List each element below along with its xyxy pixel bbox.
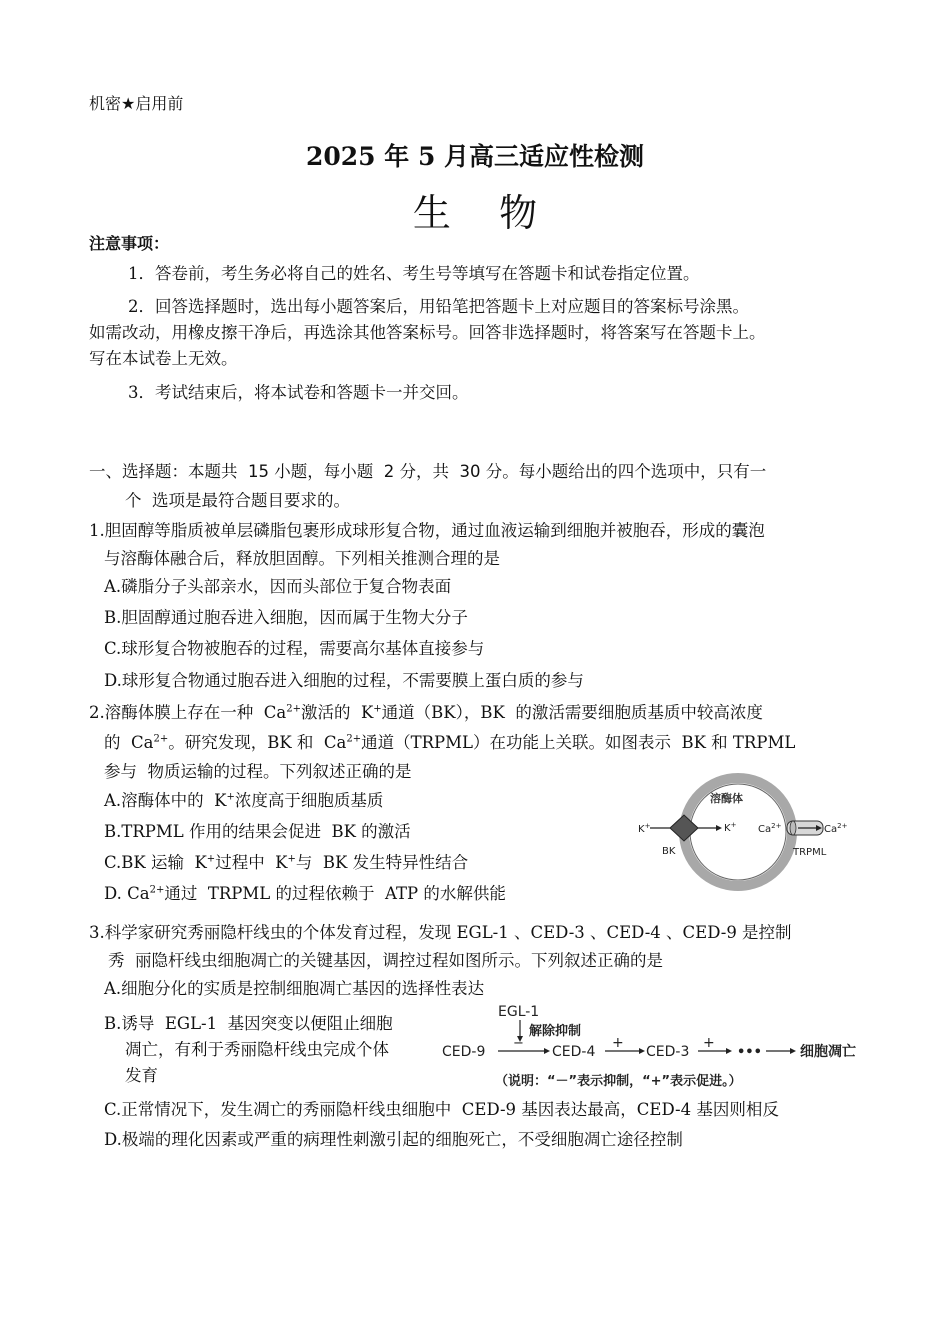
egl1-label: EGL-1 bbox=[498, 1004, 540, 1020]
k-left-label: K+ bbox=[638, 822, 651, 835]
q3-option-b: B.诱导 EGL-1 基因突变以便阻止细胞 bbox=[104, 1014, 393, 1033]
section-heading: 一、选择题：本题共 15 小题，每小题 2 分，共 30 分。每小题给出的四个选项中，只有一 bbox=[89, 462, 767, 481]
subject-title: 生 物 bbox=[412, 191, 538, 235]
k-right-label: K+ bbox=[724, 821, 737, 834]
trpml-channel-end bbox=[790, 821, 796, 835]
apoptosis-label: 细胞凋亡 bbox=[800, 1044, 856, 1060]
q3-stem: 3.科学家研究秀丽隐杆线虫的个体发育过程，发现 EGL-1 、CED-3 、CED-4 、CED-9 是控制 bbox=[89, 923, 792, 942]
q1-stem-cont: 与溶酶体融合后，释放胆固醇。下列相关推测合理的是 bbox=[104, 549, 500, 568]
q1-stem: 1.胆固醇等脂质被单层磷脂包裹形成球形复合物，通过血液运输到细胞并被胞吞，形成的囊泡 bbox=[89, 521, 765, 540]
lysosome-label: 溶酶体 bbox=[710, 792, 743, 805]
confidential-mark: 机密★启用前 bbox=[89, 94, 184, 113]
q2-stem-line3: 参与 物质运输的过程。下列叙述正确的是 bbox=[104, 762, 412, 781]
to-apoptosis-arrowhead bbox=[790, 1048, 796, 1054]
q3-stem-cont: 秀 丽隐杆线虫细胞凋亡的关键基因，调控过程如图所示。下列叙述正确的是 bbox=[108, 951, 663, 970]
q2-option-c: C.BK 运输 K+过程中 K+与 BK 发生特异性结合 bbox=[104, 853, 469, 872]
q1-option-c: C.球形复合物被胞吞的过程，需要高尔基体直接参与 bbox=[104, 639, 485, 658]
trpml-label: TRPML bbox=[793, 847, 827, 858]
ced3-arrowhead bbox=[726, 1048, 732, 1054]
ced3-label: CED-3 bbox=[646, 1044, 690, 1060]
ced9-to-ced4-arrowhead bbox=[544, 1048, 550, 1054]
ca-right-label: $Ca^{2+}$ bbox=[824, 822, 848, 835]
notice-item-2-cont: 如需改动，用橡皮擦干净后，再选涂其他答案标号。回答非选择题时，将答案写在答题卡上。 bbox=[89, 323, 766, 342]
q3-pathway-figure bbox=[440, 1000, 875, 1095]
bk-label: BK bbox=[662, 846, 676, 857]
q3-option-a: A.细胞分化的实质是控制细胞凋亡基因的选择性表达 bbox=[104, 979, 485, 998]
q3-option-b-cont: 凋亡，有利于秀丽隐杆线虫完成个体 bbox=[125, 1040, 389, 1059]
notice-heading: 注意事项： bbox=[89, 234, 170, 253]
inhibit-sign: − bbox=[513, 1036, 524, 1051]
q1-option-d: D.球形复合物通过胞吞进入细胞的过程，不需要膜上蛋白质的参与 bbox=[104, 671, 584, 690]
notice-item-3: 3．考试结束后，将本试卷和答题卡一并交回。 bbox=[128, 383, 469, 402]
q3-option-b-end: 发育 bbox=[125, 1066, 158, 1085]
promote-sign-1: + bbox=[612, 1035, 624, 1051]
release-inhibition-label: 解除抑制 bbox=[529, 1024, 582, 1039]
q2-option-a: A.溶酶体中的 K+浓度高于细胞质基质 bbox=[104, 791, 384, 810]
q2-stem-line1: 2.溶酶体膜上存在一种 $Ca^{2+}$激活的 K+通道（BK），BK 的激活需要细胞质基质中较高浓度 bbox=[89, 703, 763, 722]
q3-option-c: C.正常情况下，发生凋亡的秀丽隐杆线虫细胞中 CED-9 基因表达最高，CED-4 基因则相反 bbox=[104, 1100, 779, 1119]
q1-option-a: A.磷脂分子头部亲水，因而头部位于复合物表面 bbox=[104, 577, 452, 596]
q2-option-d: D. $Ca^{2+}$通过 TRPML 的过程依赖于 ATP 的水解供能 bbox=[104, 884, 506, 903]
notice-item-2: 2．回答选择题时，选出每小题答案后，用铅笔把答题卡上对应题目的答案标号涂黑。 bbox=[128, 297, 749, 316]
promote-sign-2: + bbox=[703, 1035, 715, 1051]
notice-item-2-end: 写在本试卷上无效。 bbox=[89, 349, 238, 368]
q2-lysosome-figure bbox=[630, 770, 860, 905]
section-heading-cont: 个 选项是最符合题目要求的。 bbox=[125, 491, 350, 510]
ced4-label: CED-4 bbox=[552, 1044, 596, 1060]
ca-left-label: $Ca^{2+}$ bbox=[758, 822, 782, 835]
figure-note: （说明：“－”表示抑制，“+”表示促进。） bbox=[495, 1074, 742, 1089]
q2-stem-line2: 的 $Ca^{2+}$。研究发现，BK 和 $Ca^{2+}$通道（TRPML）在功能上关联。如图表示 BK 和 TRPML bbox=[104, 733, 796, 752]
ced4-to-ced3-arrowhead bbox=[639, 1048, 645, 1054]
q3-option-d: D.极端的理化因素或严重的病理性刺激引起的细胞死亡，不受细胞凋亡途径控制 bbox=[104, 1130, 683, 1149]
q1-option-b: B.胆固醇通过胞吞进入细胞，因而属于生物大分子 bbox=[104, 608, 468, 627]
ced9-label: CED-9 bbox=[442, 1044, 486, 1060]
ellipsis-dots: ••• bbox=[737, 1045, 762, 1060]
q2-option-b: B.TRPML 作用的结果会促进 BK 的激活 bbox=[104, 822, 411, 841]
notice-item-1: 1．答卷前，考生务必将自己的姓名、考生号等填写在答题卡和试卷指定位置。 bbox=[128, 264, 700, 283]
exam-title: 2025 年 5 月高三适应性检测 bbox=[305, 142, 645, 171]
